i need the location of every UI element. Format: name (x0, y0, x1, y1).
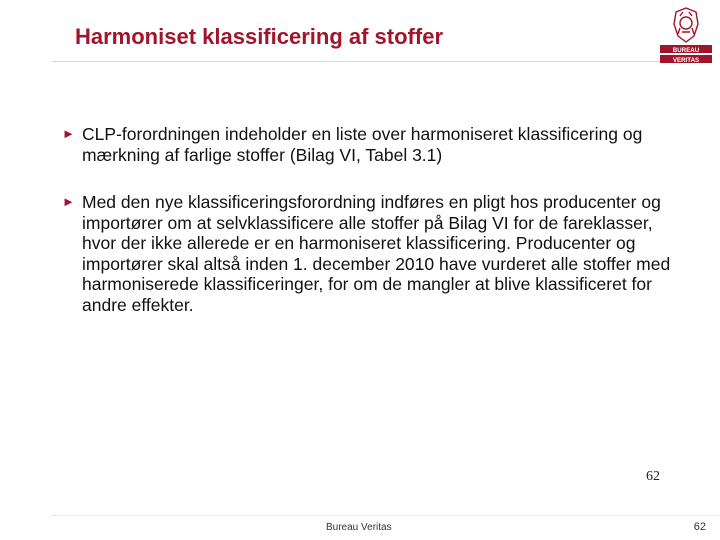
bullet-text: CLP-forordningen indeholder en liste over harmoniseret klassificering og mærkning af farlige stoffer (Bilag VI, Tabel 3.1) (82, 124, 643, 165)
logo-line2: VERITAS (672, 56, 700, 64)
bullet-text: Med den nye klassificeringsforordning indføres en pligt hos producenter og importører om at selvklassificere alle stoffer på Bilag VI for de fareklasser, hvor der ikke allerede er en harmoniseret klassificering. Producenter og importører skal altså inden 1. december 2010 have vurderet alle stoffer med harmoniserede klassificeringer, for om de mangler at blive klassificeret for andre effekter. (82, 192, 671, 315)
slide-title: Harmoniset klassificering af stoffer (75, 24, 444, 49)
bullet-item (62, 192, 672, 315)
bureau-veritas-logo (658, 4, 714, 64)
footer-brand: Bureau Veritas (326, 522, 392, 533)
triangle-right-icon: ► (62, 194, 75, 209)
slide-number: 62 (646, 469, 660, 484)
footer-page-number: 62 (693, 521, 706, 533)
triangle-right-icon: ► (62, 126, 75, 141)
footer-divider (52, 515, 720, 516)
logo-line1: BUREAU (672, 46, 700, 54)
bullet-list (62, 124, 672, 315)
bullet-item (62, 124, 672, 165)
title-divider (52, 61, 660, 62)
